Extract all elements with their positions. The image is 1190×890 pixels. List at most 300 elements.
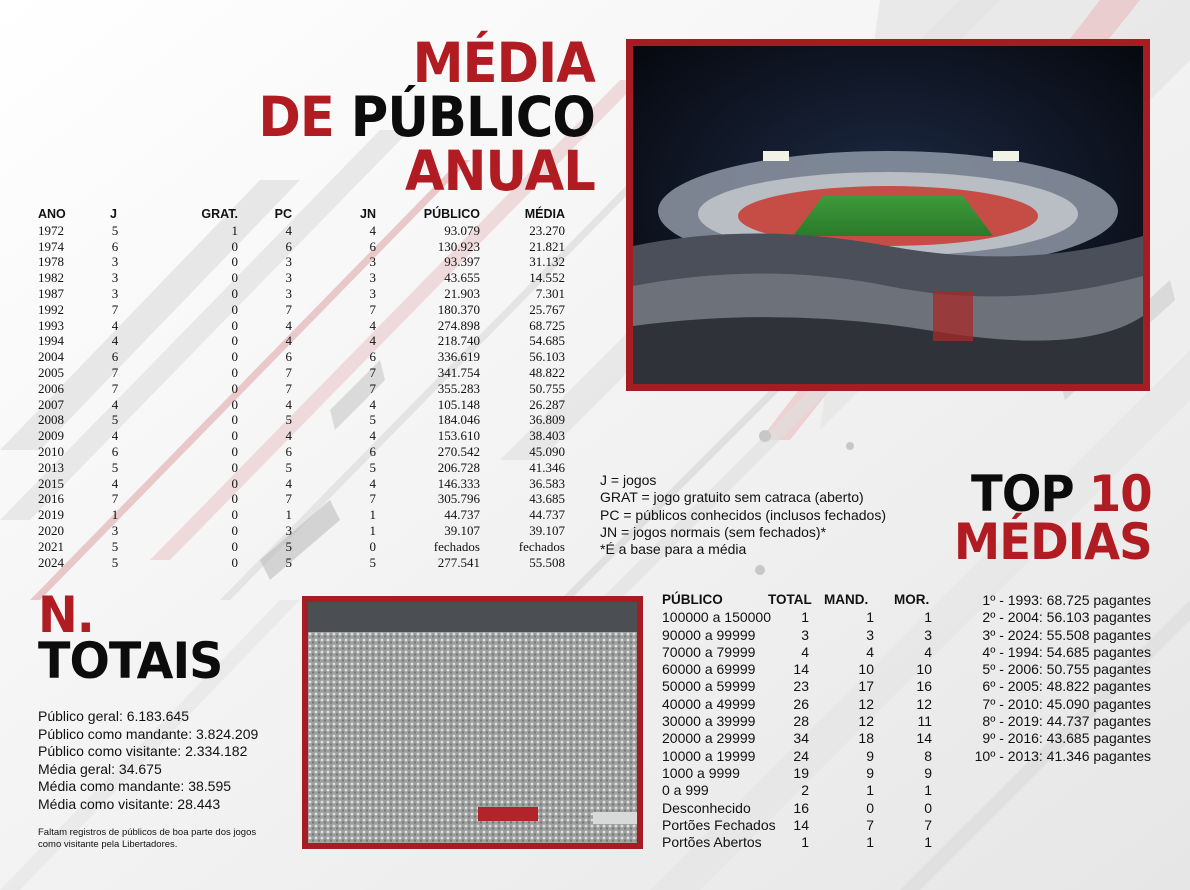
cell-ano: 2007 [38, 396, 64, 412]
cell-publico: 153.610 [437, 428, 480, 444]
cell-pc: 5 [285, 538, 292, 554]
cell-faixa: 0 a 999 [662, 782, 709, 799]
table-row [38, 507, 570, 523]
list-item: 5º - 2006: 50.755 pagantes [982, 661, 1151, 678]
table-row [38, 333, 570, 349]
title-line2-publico: PÚBLICO [350, 85, 595, 149]
cell-jn: 0 [369, 538, 376, 554]
table-row [662, 609, 944, 626]
cell-publico: 218.740 [437, 333, 480, 349]
cell-publico: 305.796 [437, 491, 480, 507]
table-row [38, 460, 570, 476]
cell-media: 38.403 [529, 428, 565, 444]
header-publico: PÚBLICO [423, 207, 480, 221]
list-item: 9º - 2016: 43.685 pagantes [982, 730, 1151, 747]
cell-ano: 1978 [38, 254, 64, 270]
table-row [38, 349, 570, 365]
cell-total: 3 [801, 626, 809, 643]
footnote: Faltam registros de públicos de boa parte dos jogos como visitante pela Libertadores. [38, 827, 257, 850]
totals-item: Média como visitante: 28.443 [38, 795, 221, 812]
cell-ano: 1974 [38, 238, 64, 254]
cell-mand: 1 [866, 782, 874, 799]
header-mor: MOR. [894, 592, 930, 607]
cell-j: 4 [111, 317, 119, 333]
header-publico: PÚBLICO [662, 592, 723, 607]
cell-publico: 93.397 [444, 254, 480, 270]
cell-total: 1 [801, 834, 809, 851]
cell-publico: 43.655 [444, 270, 480, 286]
list-item: 8º - 2019: 44.737 pagantes [982, 713, 1151, 730]
cell-j: 3 [111, 522, 119, 538]
cell-jn: 6 [369, 443, 376, 459]
cell-faixa: 60000 a 69999 [662, 661, 756, 678]
header-j: J [110, 207, 117, 221]
cell-pc: 4 [285, 317, 292, 333]
cell-ano: 2015 [38, 475, 64, 491]
cell-mor: 8 [924, 747, 932, 764]
table-row [38, 239, 570, 255]
cell-media: 7.301 [535, 285, 565, 301]
cell-total: 16 [793, 799, 809, 816]
cell-jn: 4 [369, 396, 376, 412]
cell-mand: 1 [866, 834, 874, 851]
cell-j: 4 [111, 475, 119, 491]
cell-mor: 1 [924, 609, 932, 626]
cell-media: 54.685 [529, 333, 565, 349]
cell-pc: 4 [285, 333, 292, 349]
cell-jn: 4 [369, 428, 376, 444]
cell-jn: 5 [369, 459, 376, 475]
list-item: 4º - 1994: 54.685 pagantes [982, 643, 1151, 660]
cell-pc: 6 [285, 443, 292, 459]
cell-media: 55.508 [529, 554, 565, 570]
table-row [38, 397, 570, 413]
cell-mand: 9 [866, 764, 874, 781]
header-total: TOTAL [768, 592, 812, 607]
cell-jn: 7 [369, 301, 376, 317]
cell-jn: 4 [369, 317, 376, 333]
cell-jn: 7 [369, 380, 376, 396]
cell-media: 43.685 [529, 491, 565, 507]
cell-publico: 274.898 [437, 317, 480, 333]
cell-media: 21.821 [529, 238, 565, 254]
table-row [662, 730, 944, 747]
totals-title-line2: TOTAIS [38, 632, 223, 690]
cell-j: 6 [111, 349, 119, 365]
cell-j: 3 [111, 270, 119, 286]
cell-faixa: 40000 a 49999 [662, 695, 756, 712]
cell-pc: 6 [285, 349, 292, 365]
top10-list [975, 592, 1151, 765]
table-row [38, 302, 570, 318]
cell-mand: 7 [866, 816, 874, 833]
cell-total: 34 [793, 730, 809, 747]
cell-jn: 7 [369, 364, 376, 380]
totals-item: Público como visitante: 2.334.182 [38, 743, 248, 759]
cell-ano: 2021 [38, 538, 64, 554]
table-row [38, 365, 570, 381]
cell-j: 7 [111, 380, 119, 396]
cell-mand: 18 [858, 730, 874, 747]
cell-publico: 270.542 [437, 443, 480, 459]
cell-mor: 12 [916, 695, 932, 712]
cell-faixa: 1000 a 9999 [662, 764, 740, 781]
cell-media: 44.737 [529, 507, 565, 523]
cell-ano: 2009 [38, 428, 64, 444]
cell-faixa: 100000 a 150000 [662, 609, 771, 626]
cell-j: 7 [111, 301, 119, 317]
cell-total: 28 [793, 713, 809, 730]
cell-publico: 146.333 [437, 475, 480, 491]
cell-faixa: Portões Abertos [662, 834, 762, 851]
cell-ano: 2016 [38, 491, 64, 507]
cell-jn: 3 [369, 270, 376, 286]
table-row [38, 254, 570, 270]
cell-ano: 1987 [38, 285, 64, 301]
cell-jn: 5 [369, 412, 376, 428]
cell-jn: 1 [369, 522, 376, 538]
cell-jn: 4 [369, 222, 376, 238]
cell-media: 26.287 [529, 396, 565, 412]
cell-publico: 341.754 [437, 364, 480, 380]
cell-mor: 0 [924, 799, 932, 816]
attendance-ranges-table [662, 592, 944, 851]
table-row [38, 444, 570, 460]
cell-publico: 206.728 [437, 459, 480, 475]
cell-total: 26 [793, 695, 809, 712]
cell-grat: 0 [231, 238, 238, 254]
legend-item: JN = jogos normais (sem fechados)* [600, 523, 827, 540]
legend-item: GRAT = jogo gratuito sem catraca (aberto) [600, 489, 864, 506]
cell-j: 6 [111, 238, 119, 254]
cell-jn: 1 [369, 507, 376, 523]
table-row [38, 539, 570, 555]
cell-media: 50.755 [529, 380, 565, 396]
table-row [662, 800, 944, 817]
cell-grat: 0 [231, 475, 238, 491]
cell-ano: 1972 [38, 222, 64, 238]
cell-pc: 7 [285, 301, 292, 317]
cell-pc: 7 [285, 364, 292, 380]
list-item: 1º - 1993: 68.725 pagantes [982, 592, 1151, 608]
cell-faixa: 90000 a 99999 [662, 626, 756, 643]
cell-mand: 1 [866, 609, 874, 626]
cell-pc: 3 [285, 285, 292, 301]
cell-media: 48.822 [529, 364, 565, 380]
cell-pc: 3 [285, 270, 292, 286]
cell-j: 5 [111, 222, 119, 238]
cell-pc: 5 [285, 459, 292, 475]
cell-pc: 4 [285, 222, 292, 238]
table-row [38, 270, 570, 286]
table-header [662, 592, 944, 609]
cell-media: 23.270 [529, 222, 565, 238]
cell-publico: fechados [433, 538, 480, 554]
cell-pc: 7 [285, 491, 292, 507]
cell-ano: 2010 [38, 443, 64, 459]
table-row [662, 748, 944, 765]
cell-ano: 1982 [38, 270, 64, 286]
medias-word: MÉDIAS [954, 513, 1152, 571]
legend-item: PC = públicos conhecidos (inclusos fechados) [600, 506, 886, 523]
cell-mand: 12 [858, 695, 874, 712]
cell-publico: 184.046 [437, 412, 480, 428]
cell-mand: 17 [858, 678, 874, 695]
cell-j: 5 [111, 459, 119, 475]
cell-pc: 5 [285, 412, 292, 428]
cell-ano: 2006 [38, 380, 64, 396]
cell-grat: 0 [231, 522, 238, 538]
cell-j: 4 [111, 333, 119, 349]
cell-ano: 2013 [38, 459, 64, 475]
cell-faixa: 20000 a 29999 [662, 730, 756, 747]
cell-grat: 0 [231, 364, 238, 380]
cell-ano: 2008 [38, 412, 64, 428]
table-header [38, 207, 570, 223]
cell-media: 14.552 [529, 270, 565, 286]
cell-media: 25.767 [529, 301, 565, 317]
table-row [662, 834, 944, 851]
cell-grat: 0 [231, 301, 238, 317]
list-item: 3º - 2024: 55.508 pagantes [982, 626, 1151, 643]
title-line2-de: DE [258, 85, 334, 149]
cell-grat: 0 [231, 380, 238, 396]
cell-jn: 5 [369, 554, 376, 570]
header-grat: GRAT. [201, 207, 238, 221]
cell-pc: 4 [285, 396, 292, 412]
table-row [38, 555, 570, 571]
list-item: 2º - 2004: 56.103 pagantes [982, 609, 1151, 626]
cell-grat: 0 [231, 396, 238, 412]
stadium-night-photo [626, 39, 1150, 391]
table-row [38, 223, 570, 239]
cell-total: 23 [793, 678, 809, 695]
cell-j: 3 [111, 285, 119, 301]
abbreviation-legend [600, 472, 886, 558]
cell-jn: 3 [369, 254, 376, 270]
cell-media: 36.583 [529, 475, 565, 491]
cell-j: 7 [111, 364, 119, 380]
table-row [38, 428, 570, 444]
top10-title [954, 465, 1152, 571]
cell-mor: 1 [924, 782, 932, 799]
cell-grat: 0 [231, 459, 238, 475]
cell-publico: 355.283 [437, 380, 480, 396]
cell-j: 4 [111, 396, 119, 412]
cell-mor: 4 [924, 643, 932, 660]
cell-pc: 7 [285, 380, 292, 396]
totals-list [38, 708, 258, 813]
cell-publico: 44.737 [444, 507, 480, 523]
title-line3: ANUAL [405, 139, 595, 203]
cell-publico: 130.923 [437, 238, 480, 254]
totals-item: Público como mandante: 3.824.209 [38, 725, 259, 742]
header-ano: ANO [38, 207, 66, 221]
cell-jn: 7 [369, 491, 376, 507]
table-row [38, 412, 570, 428]
cell-pc: 4 [285, 428, 292, 444]
cell-grat: 0 [231, 491, 238, 507]
cell-ano: 1994 [38, 333, 64, 349]
cell-mand: 3 [866, 626, 874, 643]
cell-grat: 0 [231, 317, 238, 333]
table-row [38, 523, 570, 539]
cell-media: 31.132 [529, 254, 565, 270]
cell-pc: 5 [285, 554, 292, 570]
cell-faixa: 70000 a 79999 [662, 643, 756, 660]
cell-publico: 277.541 [437, 554, 480, 570]
cell-pc: 3 [285, 254, 292, 270]
cell-media: 45.090 [529, 443, 565, 459]
cell-publico: 93.079 [444, 222, 480, 238]
cell-faixa: 50000 a 59999 [662, 678, 756, 695]
cell-ano: 2020 [38, 522, 64, 538]
header-mand: MAND. [824, 592, 869, 607]
cell-grat: 0 [231, 254, 238, 270]
header-jn: JN [360, 207, 376, 221]
cell-media: 68.725 [529, 317, 565, 333]
cell-media: 56.103 [529, 349, 565, 365]
cell-media: fechados [518, 538, 565, 554]
cell-mand: 4 [866, 643, 874, 660]
cell-grat: 0 [231, 507, 238, 523]
cell-faixa: Portões Fechados [662, 816, 776, 833]
cell-pc: 1 [285, 507, 292, 523]
table-row [662, 696, 944, 713]
legend-item: *É a base para a média [600, 541, 747, 558]
cell-total: 2 [801, 782, 809, 799]
cell-publico: 39.107 [444, 522, 480, 538]
cell-mand: 9 [866, 747, 874, 764]
cell-j: 3 [111, 254, 119, 270]
totals-title [38, 586, 223, 690]
cell-ano: 2019 [38, 507, 64, 523]
cell-j: 5 [111, 538, 119, 554]
cell-faixa: Desconhecido [662, 799, 751, 816]
list-item: 6º - 2005: 48.822 pagantes [982, 678, 1151, 695]
cell-media: 36.809 [529, 412, 565, 428]
table-row [662, 678, 944, 695]
cell-jn: 6 [369, 349, 376, 365]
cell-publico: 180.370 [437, 301, 480, 317]
totals-title-line1: N. [38, 586, 94, 644]
table-row [38, 476, 570, 492]
cell-grat: 1 [231, 222, 238, 238]
cell-j: 5 [111, 412, 119, 428]
cell-grat: 0 [231, 428, 238, 444]
totals-item: Média como mandante: 38.595 [38, 778, 232, 794]
cell-grat: 0 [231, 412, 238, 428]
cell-faixa: 30000 a 39999 [662, 713, 756, 730]
cell-media: 39.107 [529, 522, 565, 538]
table-row [662, 644, 944, 661]
table-row [662, 713, 944, 730]
cell-grat: 0 [231, 538, 238, 554]
header-media: MÉDIA [524, 207, 565, 221]
cell-j: 1 [111, 507, 119, 523]
cell-ano: 1992 [38, 301, 64, 317]
list-item: 7º - 2010: 45.090 pagantes [982, 695, 1151, 712]
cell-publico: 21.903 [444, 285, 480, 301]
cell-publico: 336.619 [437, 349, 480, 365]
cell-mor: 1 [924, 834, 932, 851]
totals-item: Média geral: 34.675 [38, 760, 162, 777]
cell-mor: 7 [924, 816, 932, 833]
cell-grat: 0 [231, 270, 238, 286]
table-row [662, 782, 944, 799]
cell-jn: 3 [369, 285, 376, 301]
cell-grat: 0 [231, 285, 238, 301]
cell-total: 4 [801, 643, 809, 660]
cell-ano: 1993 [38, 317, 64, 333]
cell-mand: 0 [866, 799, 874, 816]
cell-pc: 4 [285, 475, 292, 491]
cell-grat: 0 [231, 554, 238, 570]
totals-item: Público geral: 6.183.645 [38, 708, 189, 724]
cell-faixa: 10000 a 19999 [662, 747, 756, 764]
cell-mor: 16 [916, 678, 932, 695]
cell-j: 5 [111, 554, 119, 570]
table-row [662, 765, 944, 782]
cell-j: 7 [111, 491, 119, 507]
table-row [38, 381, 570, 397]
top-word: TOP [971, 465, 1074, 523]
cell-grat: 0 [231, 443, 238, 459]
cell-mor: 11 [917, 713, 932, 730]
cell-j: 4 [111, 428, 119, 444]
cell-jn: 4 [369, 333, 376, 349]
table-row [662, 661, 944, 678]
table-row [662, 627, 944, 644]
header-pc: PC [274, 207, 292, 221]
title-line1: MÉDIA [412, 31, 595, 95]
cell-media: 41.346 [529, 459, 565, 475]
cell-mor: 10 [916, 661, 932, 678]
cell-ano: 2005 [38, 364, 64, 380]
table-row [662, 817, 944, 834]
stadium-crowd-photo [302, 596, 643, 849]
list-item: 10º - 2013: 41.346 pagantes [974, 747, 1151, 764]
cell-mor: 14 [916, 730, 932, 747]
cell-pc: 6 [285, 238, 292, 254]
cell-mand: 12 [858, 713, 874, 730]
cell-mor: 3 [924, 626, 932, 643]
cell-mor: 9 [924, 764, 932, 781]
cell-total: 1 [801, 609, 809, 626]
page-title [258, 31, 595, 203]
cell-ano: 2004 [38, 349, 64, 365]
table-row [38, 491, 570, 507]
cell-total: 19 [793, 764, 809, 781]
cell-mand: 10 [858, 661, 874, 678]
cell-total: 14 [793, 661, 809, 678]
cell-grat: 0 [231, 333, 238, 349]
annual-attendance-table [38, 207, 570, 570]
cell-pc: 3 [285, 522, 292, 538]
cell-total: 14 [793, 816, 809, 833]
cell-ano: 2024 [38, 554, 64, 570]
cell-total: 24 [793, 747, 809, 764]
table-row [38, 286, 570, 302]
cell-grat: 0 [231, 349, 238, 365]
top-number: 10 [1089, 465, 1152, 523]
cell-jn: 6 [369, 238, 376, 254]
cell-jn: 4 [369, 475, 376, 491]
legend-item: J = jogos [600, 472, 657, 488]
cell-j: 6 [111, 443, 119, 459]
cell-publico: 105.148 [437, 396, 480, 412]
table-row [38, 318, 570, 334]
